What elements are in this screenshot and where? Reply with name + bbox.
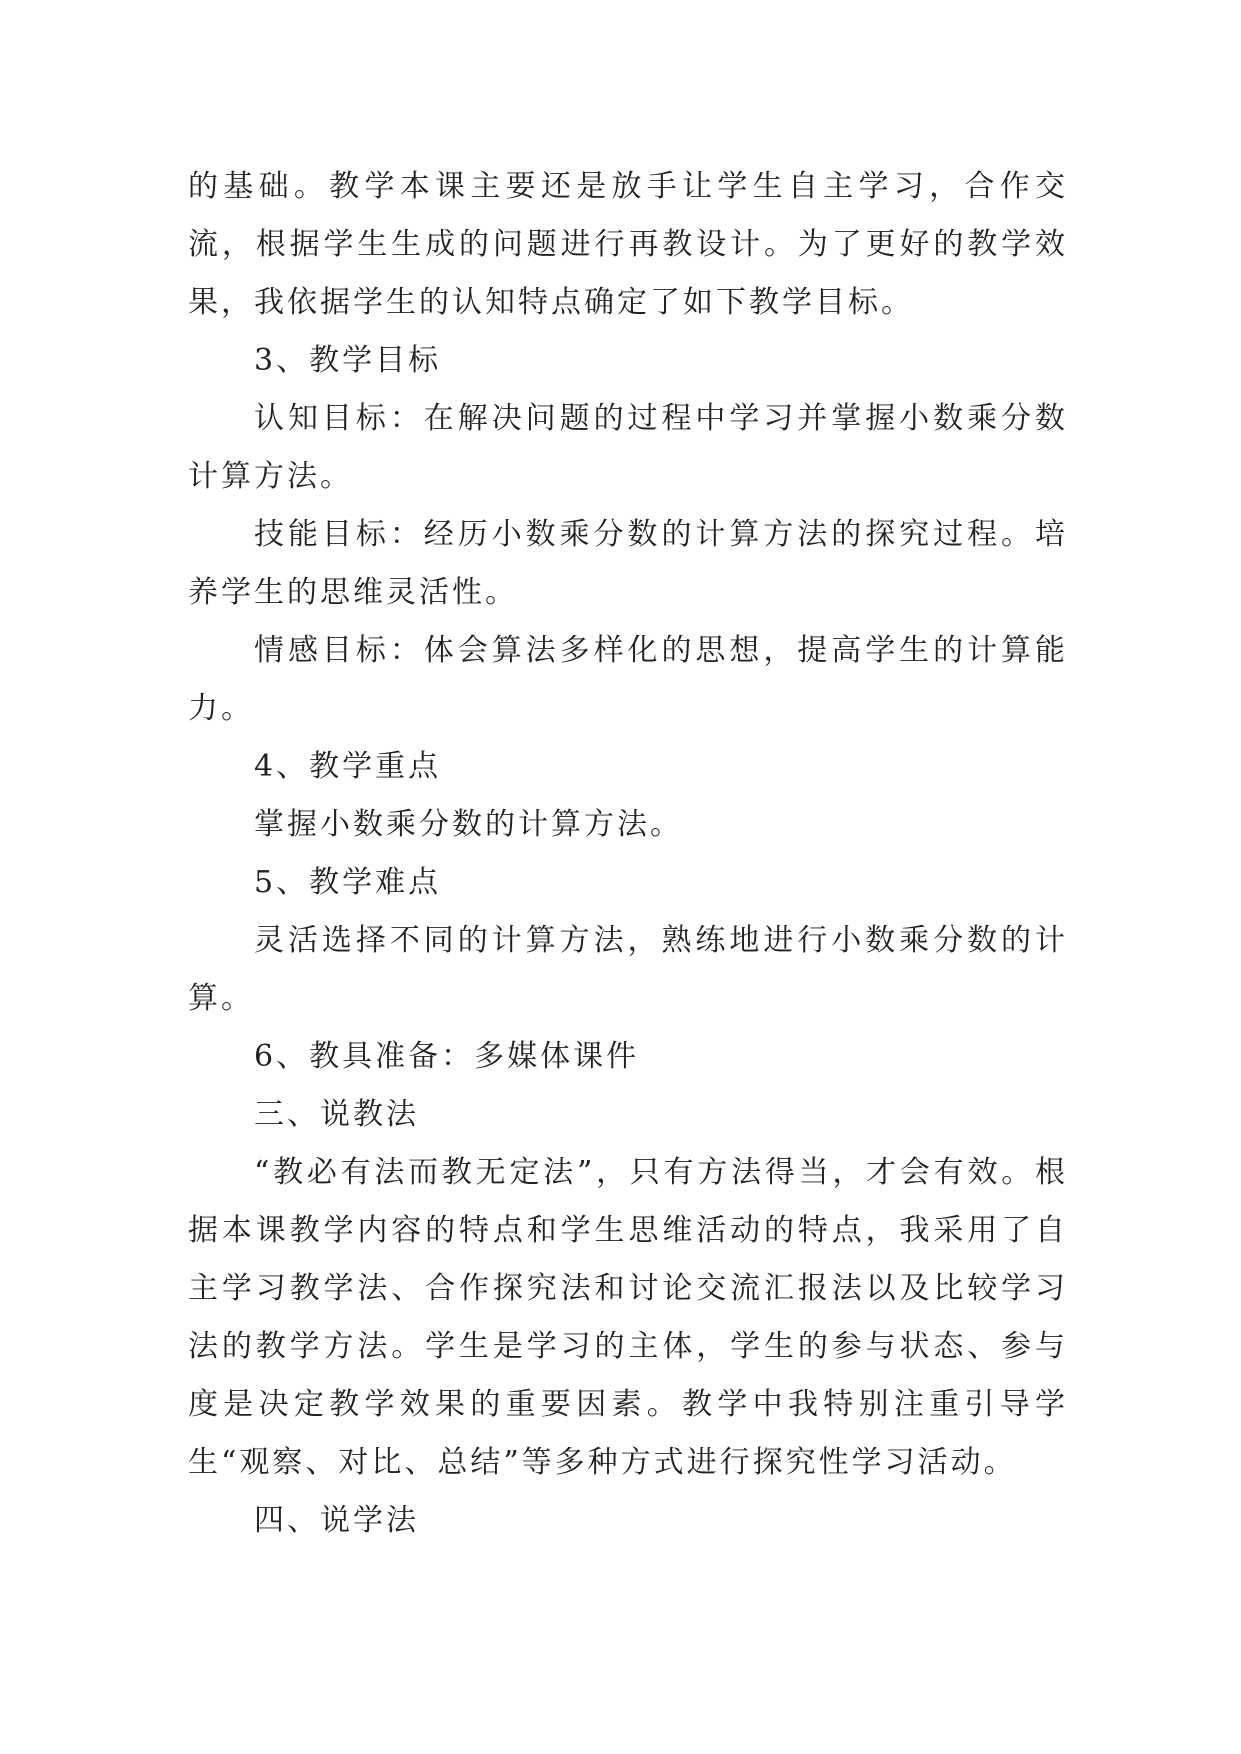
heading-teaching-method: 三、说教法 (254, 1097, 419, 1132)
heading-teaching-goals: 3、教学目标 (254, 343, 442, 378)
paragraph-difficulty: 灵活选择不同的计算方法，熟练地进行小数乘分数的计算。 (188, 923, 1068, 1016)
heading-key-point: 4、教学重点 (254, 749, 442, 784)
heading-materials: 6、教具准备：多媒体课件 (254, 1039, 640, 1074)
heading-learning-method: 四、说学法 (254, 1503, 419, 1538)
paragraph-key-point: 掌握小数乘分数的计算方法。 (254, 807, 683, 842)
paragraph-cognitive-goal: 认知目标：在解决问题的过程中学习并掌握小数乘分数计算方法。 (188, 401, 1068, 494)
paragraph-teaching-method: “教必有法而教无定法”，只有方法得当，才会有效。根据本课教学内容的特点和学生思维活动的特点，我采用了自主学习教学法、合作探究法和讨论交流汇报法以及比较学习法的教学方法。学生是学习的主体，学生的参与状态、参与度是决定教学效果的重要因素。教学中我特别注重引导学生“观察、对比、总结”等多种方式进行探究性学习活动。 (188, 1155, 1068, 1480)
paragraph-emotion-goal: 情感目标：体会算法多样化的思想，提高学生的计算能力。 (188, 633, 1068, 726)
paragraph-skill-goal: 技能目标：经历小数乘分数的计算方法的探究过程。培养学生的思维灵活性。 (188, 517, 1068, 610)
heading-difficulty: 5、教学难点 (254, 865, 442, 900)
document-body (188, 158, 1068, 1550)
paragraph-continuation: 的基础。教学本课主要还是放手让学生自主学习，合作交流，根据学生生成的问题进行再教设计。为了更好的教学效果，我依据学生的认知特点确定了如下教学目标。 (188, 169, 1068, 320)
